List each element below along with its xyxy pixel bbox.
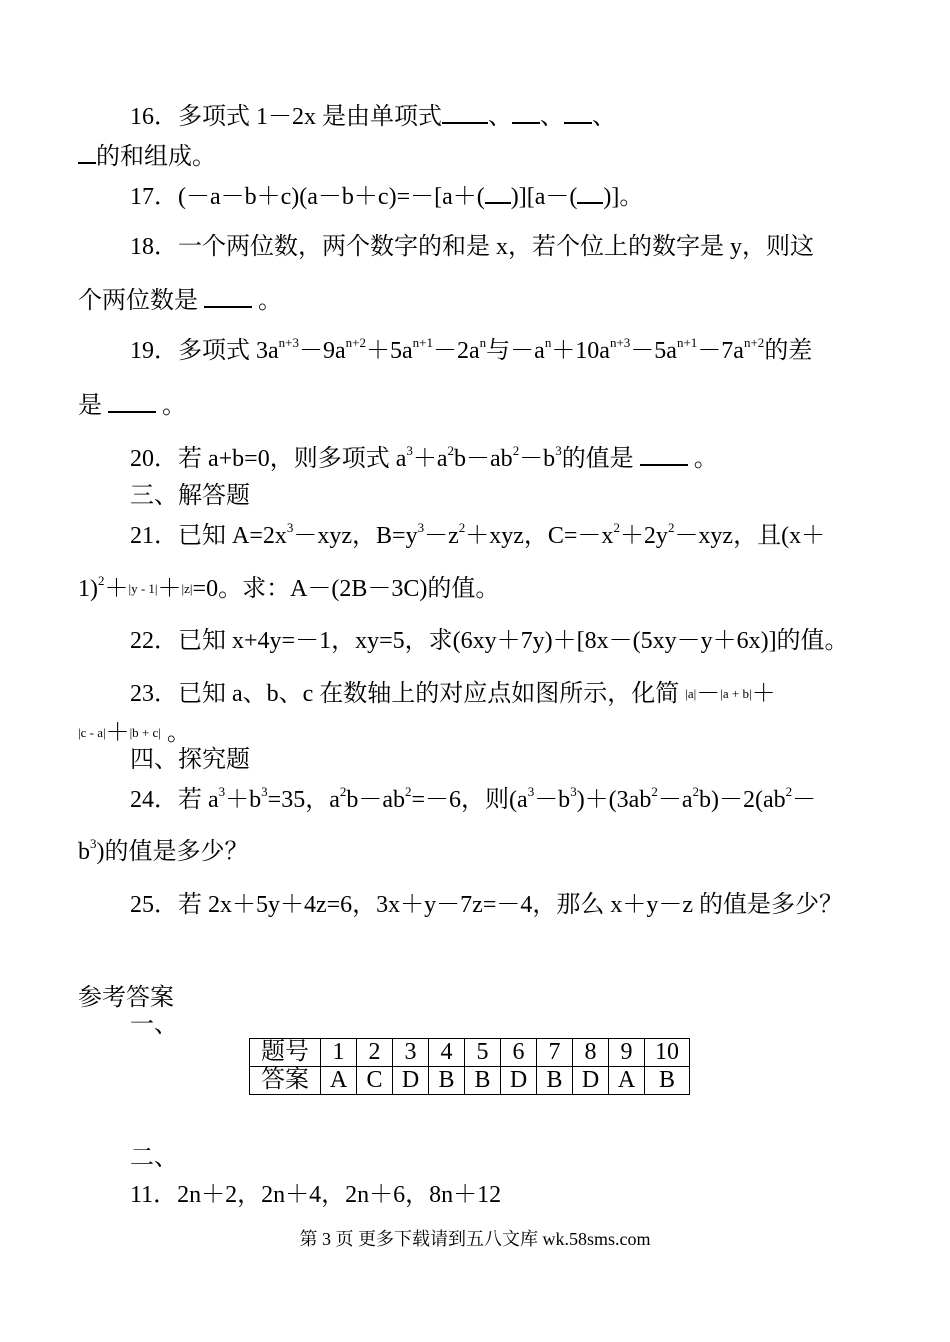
answer-blank[interactable]	[204, 284, 252, 308]
table-cell: 4	[429, 1039, 465, 1067]
question-18-line2: 个两位数是 。	[78, 284, 282, 316]
question-19-line2: 是 。	[78, 389, 186, 421]
answer-blank[interactable]	[512, 100, 540, 124]
absolute-value-expression: |y - 1|	[128, 581, 158, 596]
table-cell: B	[645, 1067, 690, 1095]
question-21-line2: 1)$^2$＋|y - 1|＋|z|=0。求：A－(2B－3C)的值。	[78, 573, 500, 602]
answers-part-2-label: 二、	[130, 1145, 178, 1171]
question-24-line1: 24．若 $a^3+b^3=35$，$a^2b-ab^2=-6$，则$(a^3-b^3)+(3ab^2-a^2b)-2(ab^2-$	[130, 784, 817, 813]
answer-blank[interactable]	[108, 389, 156, 413]
answers-part-1-label: 一、	[130, 1012, 178, 1038]
table-cell: 答案	[250, 1067, 321, 1095]
absolute-value-expression: |a|	[685, 686, 697, 701]
answer-blank[interactable]	[442, 100, 488, 124]
table-cell: B	[537, 1067, 573, 1095]
question-18-line1: 18．一个两位数，两个数字的和是 x，若个位上的数字是 y，则这	[130, 234, 814, 260]
table-cell: 2	[357, 1039, 393, 1067]
table-cell: 5	[465, 1039, 501, 1067]
question-21-line1: 21．已知 $A=2x^3-xyz$，$B=y^3-z^2+xyz$，$C=-x^2+2y^2-xyz$，且(x＋	[130, 520, 826, 549]
table-row	[250, 1067, 690, 1095]
table-cell: D	[501, 1067, 537, 1095]
section-4-heading: 四、探究题	[130, 747, 250, 773]
table-cell: A	[321, 1067, 357, 1095]
table-cell: 8	[573, 1039, 609, 1067]
absolute-value-expression: |a + b|	[720, 686, 752, 701]
answer-blank[interactable]	[640, 442, 688, 466]
absolute-value-expression: |b + c|	[129, 725, 161, 740]
question-17: 17．(－a－b＋c)(a－b＋c)=－[a＋( )][a－( )]。	[130, 180, 643, 212]
table-cell: 3	[393, 1039, 429, 1067]
table-cell: 题号	[250, 1039, 321, 1067]
table-cell: A	[609, 1067, 645, 1095]
absolute-value-expression: |c - a|	[78, 725, 106, 740]
question-25: 25．若 2x＋5y＋4z=6，3x＋y－7z=－4，那么 x＋y－z 的值是多少？	[130, 892, 844, 918]
table-cell: 9	[609, 1039, 645, 1067]
answer-blank[interactable]	[78, 140, 96, 164]
question-20: 20．若 a+b=0，则多项式 $a^3+a^2b-ab^2-b^3$的值是 。	[130, 443, 718, 472]
table-cell: D	[393, 1067, 429, 1095]
table-cell: D	[573, 1067, 609, 1095]
question-16-line2: 的和组成。	[78, 140, 216, 172]
table-cell: 7	[537, 1039, 573, 1067]
question-22: 22．已知 x+4y=－1，xy=5，求(6xy＋7y)＋[8x－(5xy－y＋6x)]的值。	[130, 628, 849, 654]
answer-blank[interactable]	[485, 180, 511, 204]
question-23-line2: |c - a|＋|b + c| 。	[78, 720, 191, 746]
absolute-value-expression: |z|	[181, 581, 193, 596]
page-footer: 第 3 页 更多下载请到五八文库 wk.58sms.com	[299, 1229, 651, 1249]
answer-11: 11．2n＋2，2n＋4，2n＋6，8n＋12	[130, 1182, 502, 1208]
question-19-line1: 19．多项式 $3a^{n+3}-9a^{n+2}+5a^{n+1}-2a^n$与$-a^n+10a^{n+3}-5a^{n+1}-7a^{n+2}$的差	[130, 335, 813, 364]
question-24-line2: $b^3$)的值是多少？	[78, 836, 249, 865]
answers-title: 参考答案	[78, 985, 174, 1011]
table-row	[250, 1039, 690, 1067]
question-16-line1: 16．多项式 1－2x 是由单项式 、 、 、	[130, 100, 616, 132]
question-23-line1: 23．已知 a、b、c 在数轴上的对应点如图所示，化简 |a|－|a + b|＋	[130, 681, 776, 707]
table-cell: B	[429, 1067, 465, 1095]
answer-blank[interactable]	[577, 180, 603, 204]
table-cell: 10	[645, 1039, 690, 1067]
table-cell: B	[465, 1067, 501, 1095]
table-cell: 6	[501, 1039, 537, 1067]
answer-table	[249, 1038, 690, 1095]
section-3-heading: 三、解答题	[130, 483, 250, 509]
table-cell: C	[357, 1067, 393, 1095]
table-cell: 1	[321, 1039, 357, 1067]
answer-blank[interactable]	[564, 100, 592, 124]
